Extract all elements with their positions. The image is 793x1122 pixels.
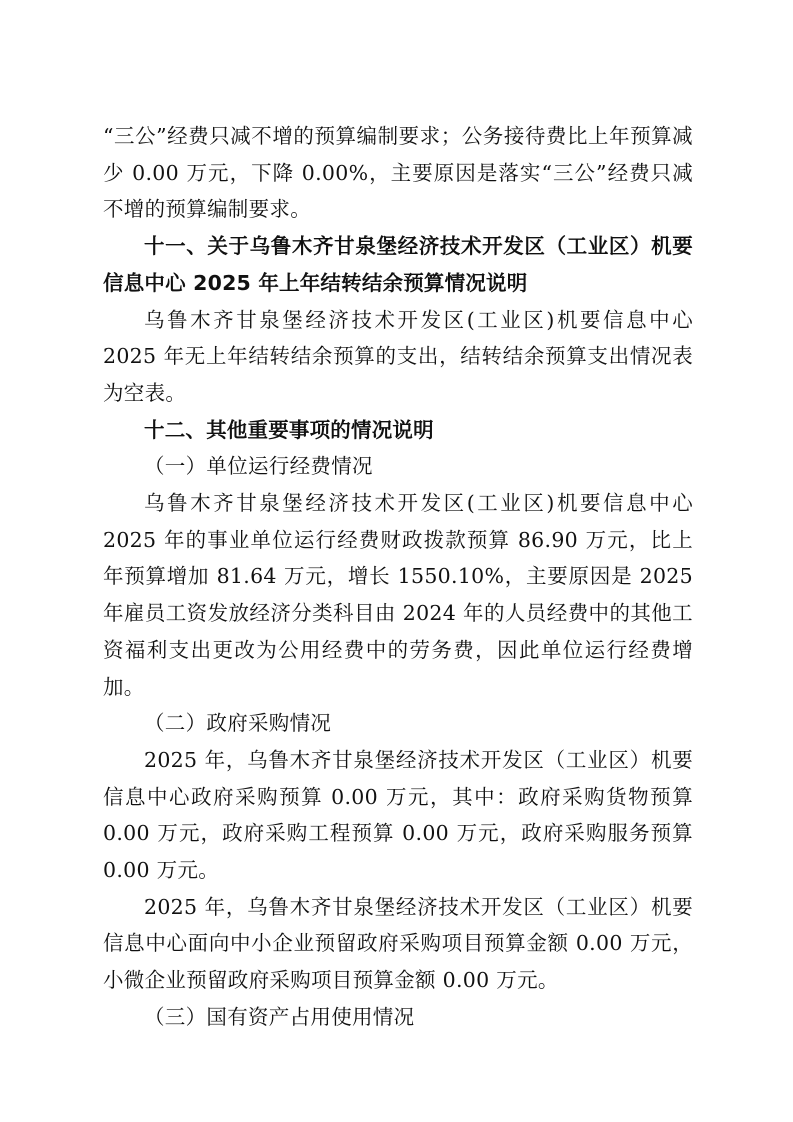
subheading-state-assets: （三）国有资产占用使用情况 [144, 1004, 415, 1029]
paragraph-carryover: 乌鲁木齐甘泉堡经济技术开发区(工业区)机要信息中心 2025 年无上年结转结余预算的支出，结转结余预算支出情况表为空表。 [103, 307, 693, 405]
section-heading-11: 十一、关于乌鲁木齐甘泉堡经济技术开发区（工业区）机要信息中心 2025 年上年结转结余预算情况说明 [103, 234, 693, 295]
paragraph-three-public-expenses: “三公”经费只减不增的预算编制要求；公务接待费比上年预算减少 0.00 万元，下降 0.00%，主要原因是落实“三公”经费只减不增的预算编制要求。 [103, 124, 693, 222]
subheading-operating-funds: （一）单位运行经费情况 [144, 454, 373, 479]
paragraph-procurement-budget: 2025 年，乌鲁木齐甘泉堡经济技术开发区（工业区）机要信息中心政府采购预算 0.00 万元，其中：政府采购货物预算 0.00 万元，政府采购工程预算 0.00 万元，政府采购服务预算 0.00 万元。 [103, 747, 693, 883]
section-heading-12: 十二、其他重要事项的情况说明 [144, 417, 434, 442]
subheading-procurement: （二）政府采购情况 [144, 711, 332, 736]
document-body [103, 118, 693, 1036]
paragraph-sme-procurement: 2025 年，乌鲁木齐甘泉堡经济技术开发区（工业区）机要信息中心面向中小企业预留政府采购项目预算金额 0.00 万元，小微企业预留政府采购项目预算金额 0.00 万元。 [103, 894, 693, 993]
paragraph-operating-funds: 乌鲁木齐甘泉堡经济技术开发区(工业区)机要信息中心 2025 年的事业单位运行经费财政拨款预算 86.90 万元，比上年预算增加 81.64 万元，增长 1550.10%，主要原因是 2025 年雇员工资发放经济分类科目由 2024 年的人员经费中的其他工资福利支出更改为公用经费中的劳务费，因此单位运行经费增加。 [103, 491, 693, 699]
